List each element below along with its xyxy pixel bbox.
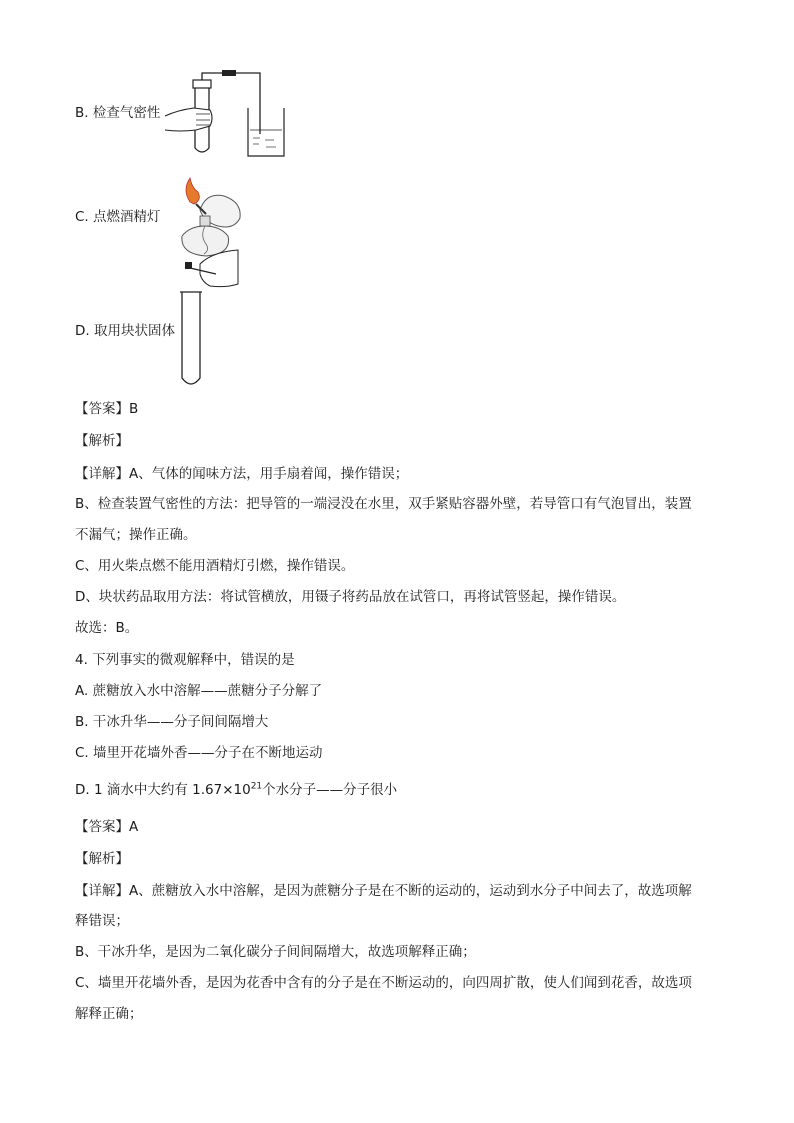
q3-detail-1: 【详解】A、气体的闻味方法，用手扇着闻，操作错误； (75, 466, 409, 482)
option-d-label: D. 取用块状固体 (75, 323, 175, 339)
q3-analysis-label: 【解析】 (75, 433, 129, 449)
q4-option-d (75, 781, 397, 799)
option-b-label: B. 检查气密性 (75, 105, 161, 121)
q4-detail-1a: 【详解】A、蔗糖放入水中溶解，是因为蔗糖分子是在不断的运动的，运动到水分子中间去了，故选项解 (75, 883, 692, 899)
answer-value: A (129, 819, 139, 835)
q4-detail-2: B、干冰升华，是因为二氧化碳分子间间隔增大，故选项解释正确； (75, 944, 476, 960)
q4-detail-3a: C、墙里开花墙外香，是因为花香中含有的分子是在不断运动的，向四周扩散，使人们闻到花香，故选项 (75, 975, 692, 991)
q3-detail-4: D、块状药品取用方法：将试管横放，用镊子将药品放在试管口，再将试管竖起，操作错误。 (75, 589, 626, 605)
answer-label: 【答案】 (75, 401, 129, 417)
q4-option-d-exponent: 21 (250, 781, 263, 792)
q4-option-c: C. 墙里开花墙外香——分子在不断地运动 (75, 745, 323, 761)
q4-detail-1b: 释错误； (75, 913, 129, 929)
q4-answer-line (75, 818, 138, 836)
option-c-label: C. 点燃酒精灯 (75, 209, 161, 225)
q3-detail-2b: 不漏气；操作正确。 (75, 527, 197, 543)
q4-detail-3b: 解释正确； (75, 1006, 143, 1022)
answer-label: 【答案】 (75, 819, 129, 835)
answer-value: B (129, 401, 139, 417)
q4-option-a: A. 蔗糖放入水中溶解——蔗糖分子分解了 (75, 683, 323, 699)
airtightness-check-figure (160, 64, 290, 160)
q4-option-d-suffix: 个水分子——分子很小 (262, 782, 398, 798)
q4-option-d-prefix: D. 1 滴水中大约有 1.67×10 (75, 782, 251, 798)
q4-option-b: B. 干冰升华——分子间间隔增大 (75, 714, 269, 730)
taking-solid-figure (176, 244, 242, 390)
q3-detail-3: C、用火柴点燃不能用酒精灯引燃，操作错误。 (75, 558, 355, 574)
q3-answer-line (75, 400, 138, 418)
q4-analysis-label: 【解析】 (75, 851, 129, 867)
q3-choice: 故选：B。 (75, 620, 139, 636)
q4-stem: 4. 下列事实的微观解释中，错误的是 (75, 652, 295, 668)
q3-detail-2a: B、检查装置气密性的方法：把导管的一端浸没在水里，双手紧贴容器外壁，若导管口有气泡冒出，装置 (75, 496, 692, 512)
